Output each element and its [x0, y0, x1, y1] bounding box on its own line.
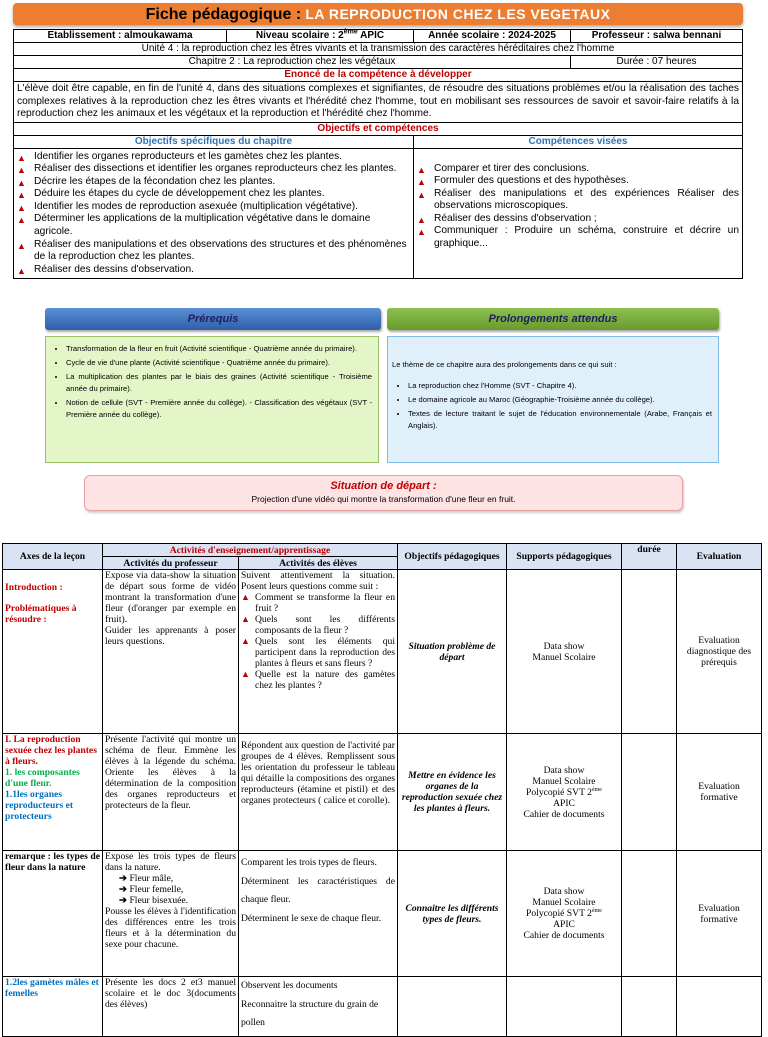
- evaluation: Evaluation diagnostique des prérequis: [677, 570, 762, 734]
- duree: Durée : 07 heures: [571, 56, 743, 69]
- col-axes: Axes de la leçon: [3, 544, 103, 570]
- table-row: [3, 570, 762, 734]
- competences-list: [417, 163, 739, 251]
- niveau: Niveau scolaire : 2ème APIC: [227, 30, 414, 43]
- objectif: Connaitre les différents types de fleurs.: [398, 851, 507, 977]
- banner-title: LA REPRODUCTION CHEZ LES VEGETAUX: [305, 6, 611, 22]
- prof-activity: Présente l'activité qui montre un schéma de fleur. Emmène les élèves à la légende du schéma. Oriente les élèves à la détermination de la composition des organes reproducteurs et protecteurs de la fleur.: [103, 734, 239, 851]
- col-prof: Activités du professeur: [103, 557, 239, 570]
- banner-prefix: Fiche pédagogique :: [145, 6, 302, 23]
- list-item: ▲ Décrire les étapes de la fécondation chez les plantes.: [17, 175, 276, 188]
- eleves-activity: Déterminent les caractéristiques de chaque fleur.: [241, 875, 395, 905]
- supports: Data show Manuel Scolaire Polycopié SVT 2ème APIC Cahier de documents: [507, 734, 622, 851]
- objectifs-title: Objectifs spécifiques du chapitre: [14, 135, 414, 148]
- objectif: Situation problème de départ: [398, 570, 507, 734]
- axe-reproduction-sexuee: I. La reproduction sexuée chez les plantes à fleurs.: [5, 734, 97, 767]
- prof-activity: Pousse les élèves à l'identification des différences entre les trois fleurs et à la détermination du sexe pour chacune.: [105, 906, 236, 950]
- prolongements-list: [392, 380, 712, 432]
- situation-depart-box: [84, 475, 683, 511]
- list-item: ▲ Réaliser des dissections et identifier les organes reproducteurs chez les plantes.: [17, 163, 397, 176]
- axe-gametes: 1.2les gamètes mâles et femelles: [3, 977, 103, 1037]
- list-item: • Cycle de vie d'une plante (Activité scientifique - Quatrième année du primaire).: [66, 357, 372, 369]
- duree-cell: [622, 851, 677, 977]
- list-item: ▲ Quels sont les éléments qui participent dans la reproduction des plantes à fleurs et sans fleurs ?: [241, 636, 395, 669]
- list-item: ▲ Identifier les organes reproducteurs et les gamètes chez les plantes.: [17, 150, 343, 163]
- list-item: ▲ Identifier les modes de reproduction asexuée (multiplication végétative).: [17, 200, 358, 213]
- competences-list-cell: [414, 148, 743, 279]
- supports: Data show Manuel Scolaire: [507, 570, 622, 734]
- prerequis-list: [50, 343, 372, 421]
- prolongements-box: [387, 336, 719, 463]
- situation-text: Projection d'une vidéo qui montre la transformation d'une fleur en fruit.: [251, 494, 516, 504]
- axe-problematiques: Problématiques à résoudre :: [5, 603, 77, 625]
- unite: Unité 4 : la reproduction chez les êtres vivants et la transmission des caractères héréditaires chez l'homme: [14, 43, 743, 56]
- prof-activity: Présente les docs 2 et3 manuel scolaire et le doc 3(documents des élèves): [103, 977, 239, 1037]
- objectifs-list-cell: [14, 148, 414, 279]
- duree-cell: [622, 734, 677, 851]
- list-item: ▲ Formuler des questions et des hypothèses.: [417, 175, 629, 188]
- page-banner: [13, 3, 743, 25]
- list-item: ▲ Déduire les étapes du cycle de développement chez les plantes.: [17, 188, 325, 201]
- enonce-text: L'élève doit être capable, en fin de l'unité 4, dans des situations complexes et signifiantes, de résoudre des situations problèmes et/ou la réalisation des taches complexes relatives à la reproduction chez les êtres vivants et l'hérédité chez l'homme, tout en mobilisant ses ressources de savoir et savoir-faire relatifs à la reproduction chez les animaux et les végétaux et la reproduction et l'hérédité chez l'homme.: [14, 82, 743, 123]
- eleves-activity: Déterminent le sexe de chaque fleur.: [241, 912, 382, 924]
- list-item: ➔ Fleur bisexuée.: [119, 895, 236, 906]
- col-evaluation: Evaluation: [677, 544, 762, 570]
- prof-activity: Guider les apprenants à poser leurs questions.: [105, 625, 236, 647]
- axe-types-fleurs: remarque : les types de fleur dans la nature: [3, 851, 103, 977]
- prof-activity: Expose les trois types de fleurs dans la nature.: [105, 851, 236, 873]
- list-item: • Textes de lecture traitant le sujet de l'éducation environnementale (Arabe, Français et Anglais).: [408, 408, 712, 432]
- eleves-intro: Suivent attentivement la situation. Posent leurs questions comme suit :: [241, 570, 395, 592]
- prerequis-box: [45, 336, 379, 463]
- enonce-title: Enoncé de la compétence à développer: [14, 69, 743, 82]
- list-item: ▲ Déterminer les applications de la multiplication végétative dans le domaine agricole.: [17, 213, 371, 238]
- types-list: [105, 873, 236, 906]
- prerequis-header: Prérequis: [45, 308, 381, 330]
- eleves-activity: Observent les documents: [241, 980, 338, 991]
- supports: Data show Manuel Scolaire Polycopié SVT 2ème APIC Cahier de documents: [507, 851, 622, 977]
- axe-introduction: Introduction :: [5, 582, 63, 593]
- questions-list: [241, 592, 395, 691]
- objectif: Mettre en évidence les organes de la reproduction sexuée chez les plantes à fleurs.: [398, 734, 507, 851]
- competences-title: Compétences visées: [414, 135, 743, 148]
- eleves-activity: Répondent aux question de l'activité par groupes de 4 élèves. Remplissent sous les orientation du professeur le tableau qui détaille la compositions des organes reproducteurs (étamine et pistil) et des organes protecteurs ( calice et corolle).: [239, 734, 398, 851]
- table-row: [3, 734, 762, 851]
- list-item: ▲ Communiquer : Produire un schéma, construire et décrire un graphique...: [417, 225, 739, 250]
- col-activites: Activités d'enseignement/apprentissage: [103, 544, 398, 557]
- list-item: ▲ Réaliser des dessins d'observation.: [17, 263, 194, 276]
- header-table: [13, 29, 743, 279]
- table-row: [3, 851, 762, 977]
- prolongements-header: Prolongements attendus: [387, 308, 719, 330]
- prof-activity: Expose via data-show la situation de départ sous forme de vidéo montrant la transformation d'une fleur (d'oranger par exemple en fruit).: [105, 570, 236, 625]
- axe-organes: 1.1les organes reproducteurs et protecteurs: [5, 789, 74, 822]
- list-item: • Le domaine agricole au Maroc (Géographie-Troisième année du collège).: [408, 394, 712, 406]
- chapitre: Chapitre 2 : La reproduction chez les végétaux: [14, 56, 571, 69]
- situation-title: Situation de départ :: [330, 480, 437, 492]
- list-item: ▲ Réaliser des manipulations et des expériences Réaliser des observations microscopiques.: [417, 187, 739, 212]
- annee-scolaire: Année scolaire : 2024-2025: [414, 30, 571, 43]
- col-objectifs: Objectifs pédagogiques: [398, 544, 507, 570]
- list-item: • Transformation de la fleur en fruit (Activité scientifique - Quatrième année du primaire).: [66, 343, 372, 355]
- list-item: • La reproduction chez l'Homme (SVT - Chapitre 4).: [408, 380, 712, 392]
- list-item: ▲ Réaliser des dessins d'observation ;: [417, 212, 597, 225]
- axe-composantes: 1. les composantes d'une fleur.: [5, 767, 80, 789]
- lesson-table: [2, 543, 762, 1037]
- eleves-activity: Reconnaitre la structure du grain de pollen: [241, 998, 379, 1028]
- eleves-activity: Comparent les trois types de fleurs.: [241, 857, 377, 868]
- col-duree: durée: [622, 544, 677, 570]
- objectifs-list: [17, 151, 410, 277]
- professeur: Professeur : salwa bennani: [571, 30, 743, 43]
- list-item: ▲ Réaliser des manipulations et des observations des structures et des phénomènes de la reproduction chez les plantes.: [17, 238, 407, 263]
- list-item: • La multiplication des plantes par le biais des graines (Activité scientifique - Troisième année du primaire).: [66, 371, 372, 395]
- list-item: ▲ Quels sont les différents composants de la fleur ?: [241, 614, 395, 636]
- prolongements-intro: Le thème de ce chapitre aura des prolongements dans ce qui suit :: [392, 360, 617, 369]
- col-supports: Supports pédagogiques: [507, 544, 622, 570]
- list-item: • Notion de cellule (SVT - Première année du collège). - Classification des végétaux (SVT - Première année du collège).: [66, 397, 372, 421]
- duree-cell: [622, 570, 677, 734]
- list-item: ➔ Fleur mâle,: [119, 873, 236, 884]
- evaluation: Evaluation formative: [677, 734, 762, 851]
- evaluation: Evaluation formative: [677, 851, 762, 977]
- objectifs-competences-title: Objectifs et compétences: [14, 122, 743, 135]
- list-item: ▲ Comparer et tirer des conclusions.: [417, 162, 590, 175]
- list-item: ▲ Comment se transforme la fleur en fruit ?: [241, 592, 395, 614]
- list-item: ➔ Fleur femelle,: [119, 884, 236, 895]
- etablissement: Etablissement : almoukawama: [14, 30, 227, 43]
- list-item: ▲ Quelle est la nature des gamètes chez les plantes ?: [241, 669, 395, 691]
- table-row: [3, 977, 762, 1037]
- col-eleves: Activités des élèves: [239, 557, 398, 570]
